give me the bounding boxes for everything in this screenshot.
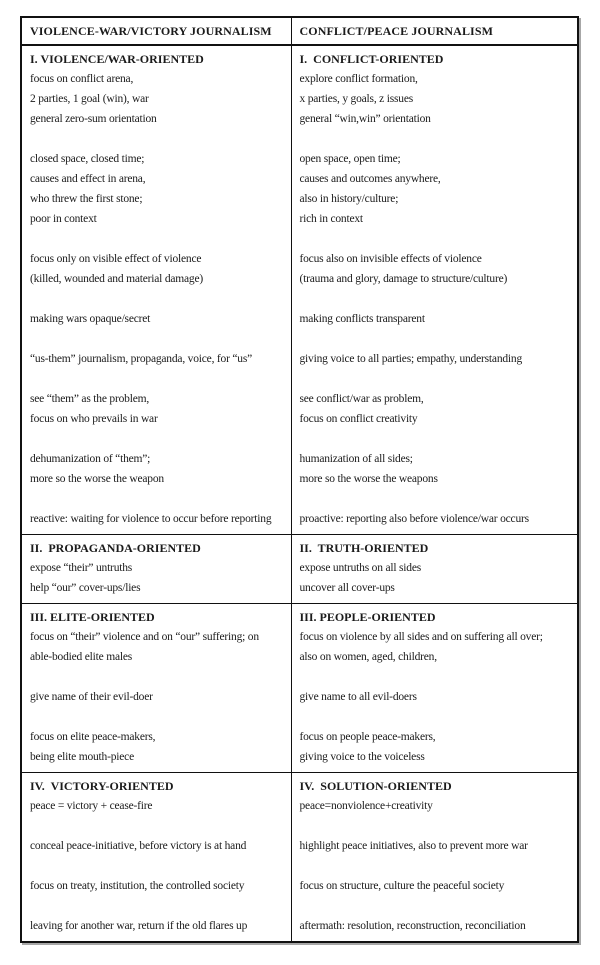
cell-line: [300, 429, 570, 449]
cell-solution-oriented: [291, 773, 578, 943]
cell-line: [300, 129, 570, 149]
cell-line: focus on conflict creativity: [299, 413, 418, 425]
cell-line: [300, 329, 570, 349]
cell-line: focus only on visible effect of violence: [30, 253, 202, 265]
cell-line: expose “their” untruths: [30, 562, 133, 574]
column-header-peace-journalism: CONFLICT/PEACE JOURNALISM: [291, 17, 578, 45]
cell-line: [300, 896, 570, 916]
cell-line: x parties, y goals, z issues: [299, 93, 414, 105]
cell-line: giving voice to all parties; empathy, understanding: [299, 353, 523, 365]
cell-line: see conflict/war as problem,: [299, 393, 424, 405]
cell-line: making conflicts transparent: [299, 313, 425, 325]
cell-line: reactive: waiting for violence to occur before reporting: [30, 513, 272, 525]
section-lines: [30, 627, 283, 767]
cell-line: [30, 856, 283, 876]
cell-elite-oriented: [21, 604, 291, 773]
cell-line: [30, 896, 283, 916]
cell-line: making wars opaque/secret: [30, 313, 151, 325]
section-lines: [30, 796, 283, 936]
cell-line: focus on people peace-makers,: [299, 731, 436, 743]
cell-line: “us-them” journalism, propaganda, voice, for “us”: [30, 353, 253, 365]
cell-line: uncover all cover-ups: [299, 582, 395, 594]
cell-line: [30, 667, 283, 687]
cell-line: also on women, aged, children,: [299, 651, 437, 663]
cell-people-oriented: [291, 604, 578, 773]
section-lines: [300, 796, 570, 936]
cell-line: [30, 816, 283, 836]
cell-line: general “win,win” orientation: [299, 113, 431, 125]
cell-line: who threw the first stone;: [30, 193, 143, 205]
section-lines: [30, 69, 283, 529]
section-lines: [30, 558, 283, 598]
journalism-comparison-table: [20, 16, 579, 943]
cell-line: [300, 289, 570, 309]
cell-line: [300, 369, 570, 389]
cell-line: humanization of all sides;: [299, 453, 413, 465]
cell-line: peace=nonviolence+creativity: [299, 800, 433, 812]
cell-line: able-bodied elite males: [30, 651, 133, 663]
cell-line: being elite mouth-piece: [30, 751, 134, 763]
cell-line: [300, 229, 570, 249]
cell-line: [300, 489, 570, 509]
cell-line: [30, 129, 283, 149]
cell-line: causes and outcomes anywhere,: [299, 173, 441, 185]
cell-line: general zero-sum orientation: [30, 113, 157, 125]
cell-line: see “them” as the problem,: [30, 393, 150, 405]
section-lines: [300, 558, 570, 598]
cell-line: open space, open time;: [299, 153, 401, 165]
cell-line: highlight peace initiatives, also to prevent more war: [299, 840, 528, 852]
section-title: I. CONFLICT-ORIENTED: [299, 52, 444, 66]
cell-line: [300, 856, 570, 876]
cell-line: more so the worse the weapon: [30, 473, 164, 485]
section-row-1: [21, 45, 578, 535]
cell-line: more so the worse the weapons: [299, 473, 438, 485]
cell-line: proactive: reporting also before violence/war occurs: [299, 513, 529, 525]
section-title: I. VIOLENCE/WAR-ORIENTED: [30, 52, 204, 66]
cell-line: focus on conflict arena,: [30, 73, 134, 85]
section-title: III. ELITE-ORIENTED: [30, 610, 155, 624]
cell-line: focus on who prevails in war: [30, 413, 158, 425]
cell-violence-war-oriented: [21, 45, 291, 535]
cell-line: focus also on invisible effects of violence: [299, 253, 482, 265]
cell-line: [300, 707, 570, 727]
cell-line: closed space, closed time;: [30, 153, 145, 165]
cell-line: [300, 816, 570, 836]
section-row-4: [21, 773, 578, 943]
cell-line: give name to all evil-doers: [299, 691, 417, 703]
section-row-2: [21, 535, 578, 604]
cell-line: leaving for another war, return if the old flares up: [30, 920, 248, 932]
cell-line: causes and effect in arena,: [30, 173, 146, 185]
cell-line: [300, 667, 570, 687]
cell-line: [30, 707, 283, 727]
cell-victory-oriented: [21, 773, 291, 943]
cell-line: poor in context: [30, 213, 97, 225]
section-lines: [300, 69, 570, 529]
cell-line: conceal peace-initiative, before victory is at hand: [30, 840, 247, 852]
cell-line: also in history/culture;: [299, 193, 399, 205]
cell-line: focus on treaty, institution, the controlled society: [30, 880, 245, 892]
cell-line: rich in context: [299, 213, 363, 225]
cell-line: help “our” cover-ups/lies: [30, 582, 141, 594]
cell-truth-oriented: [291, 535, 578, 604]
section-title: II. PROPAGANDA-ORIENTED: [30, 541, 201, 555]
header-row: [21, 17, 578, 45]
cell-line: explore conflict formation,: [299, 73, 418, 85]
cell-line: [30, 229, 283, 249]
cell-line: [30, 489, 283, 509]
cell-line: 2 parties, 1 goal (win), war: [30, 93, 149, 105]
cell-line: giving voice to the voiceless: [299, 751, 425, 763]
cell-line: expose untruths on all sides: [299, 562, 422, 574]
column-header-war-journalism: VIOLENCE-WAR/VICTORY JOURNALISM: [21, 17, 291, 45]
cell-line: (trauma and glory, damage to structure/culture): [299, 273, 508, 285]
cell-propaganda-oriented: [21, 535, 291, 604]
cell-line: give name of their evil-doer: [30, 691, 153, 703]
cell-line: [30, 329, 283, 349]
cell-conflict-oriented: [291, 45, 578, 535]
section-row-3: [21, 604, 578, 773]
cell-line: aftermath: resolution, reconstruction, reconciliation: [299, 920, 526, 932]
cell-line: focus on violence by all sides and on suffering all over;: [299, 631, 543, 643]
cell-line: focus on elite peace-makers,: [30, 731, 156, 743]
cell-line: [30, 369, 283, 389]
cell-line: [30, 429, 283, 449]
cell-line: peace = victory + cease-fire: [30, 800, 153, 812]
cell-line: focus on structure, culture the peaceful society: [299, 880, 505, 892]
cell-line: (killed, wounded and material damage): [30, 273, 204, 285]
section-title: II. TRUTH-ORIENTED: [299, 541, 429, 555]
cell-line: [30, 289, 283, 309]
section-title: IV. SOLUTION-ORIENTED: [299, 779, 452, 793]
cell-line: focus on “their” violence and on “our” suffering; on: [30, 631, 259, 643]
section-lines: [300, 627, 570, 767]
cell-line: dehumanization of “them”;: [30, 453, 151, 465]
section-title: IV. VICTORY-ORIENTED: [30, 779, 174, 793]
section-title: III. PEOPLE-ORIENTED: [299, 610, 436, 624]
